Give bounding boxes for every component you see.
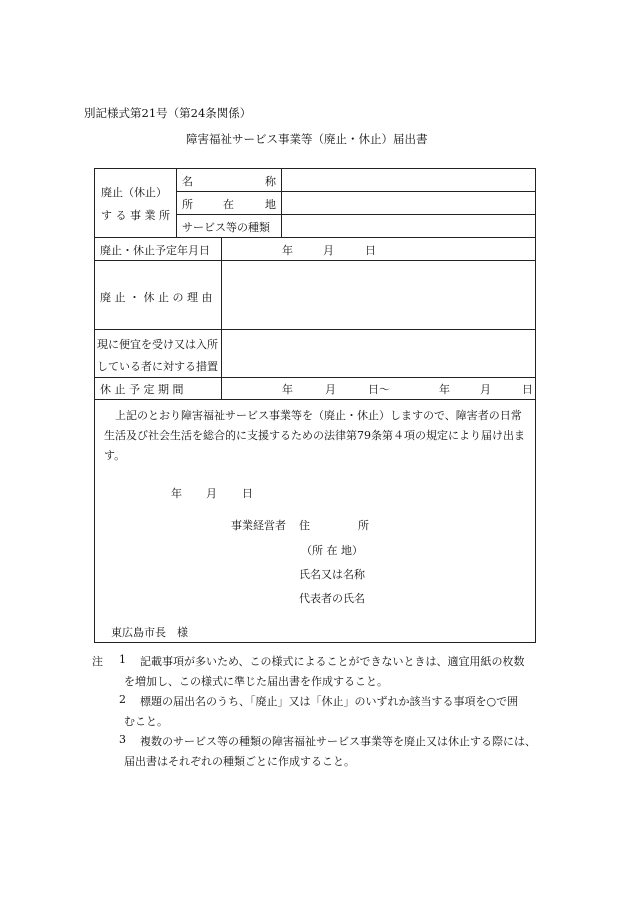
declaration-text: 上記のとおり障害福祉サービス事業等を（廃止・休止）しますので、障害者の日常生活及び社会生活を総合的に支援するための法律第79条第４項の規定により届け出ます。 (104, 409, 525, 462)
row-divider (95, 377, 535, 378)
name-label-left: 名 (182, 175, 193, 188)
address-label-left: 所 (182, 198, 193, 211)
note-2-line2: むこと。 (124, 715, 168, 728)
form-table (94, 168, 536, 643)
period-start-month: 月 (325, 383, 336, 396)
note-3-line2: 届出書はそれぞれの種類ごとに作成すること。 (124, 755, 355, 768)
operator-address-label-right: 所 (358, 519, 369, 532)
row-divider (177, 214, 535, 215)
operator-name-label: 氏名又は名称 (299, 568, 365, 581)
note-1-line2: を増加し、この様式に準じた届出書を作成すること。 (124, 675, 388, 688)
measures-label-line2: している者に対する措置 (97, 360, 218, 373)
planned-date-label: 廃止・休止予定年月日 (100, 244, 210, 257)
service-type-label: サービス等の種類 (182, 221, 270, 234)
note-2-line1: 標題の届出名のうち、「廃止」又は「休止」のいずれか該当する事項を○で囲 (140, 695, 519, 708)
period-start-year: 年 (282, 383, 293, 396)
col-divider (281, 169, 282, 237)
operator-label: 事業経営者 (231, 519, 286, 532)
declaration-date-month: 月 (206, 487, 217, 500)
operator-location-label: （所 在 地） (301, 544, 363, 557)
representative-label: 代表者の氏名 (299, 592, 365, 605)
note-2-number: 2 (119, 693, 126, 706)
planned-date-year: 年 (282, 244, 293, 257)
period-end-year: 年 (439, 383, 450, 396)
note-3-line1: 複数のサービス等の種類の障害福祉サービス事業等を廃止又は休止する際には、 (140, 735, 536, 748)
period-end-day: 日 (522, 383, 533, 396)
office-label-line2: す る 事 業 所 (101, 209, 170, 222)
row-divider (95, 329, 535, 330)
address-label-mid: 在 (223, 198, 234, 211)
col-divider (176, 169, 177, 237)
office-label-line1: 廃止（休止） (101, 186, 167, 199)
name-label-right: 称 (265, 175, 276, 188)
col-divider (221, 237, 222, 399)
declaration-date-year: 年 (171, 487, 182, 500)
addressee: 東広島市長 様 (111, 626, 188, 639)
suspension-period-label: 休 止 予 定 期 間 (100, 383, 184, 396)
operator-address-label-left: 住 (299, 519, 310, 532)
row-divider (95, 260, 535, 261)
row-divider (177, 191, 535, 192)
row-divider (95, 237, 535, 238)
notes-prefix: 注 (92, 655, 103, 668)
period-start-day: 日〜 (368, 383, 390, 396)
planned-date-month: 月 (323, 244, 334, 257)
declaration-date-day: 日 (242, 487, 253, 500)
address-label-right: 地 (265, 198, 276, 211)
period-end-month: 月 (480, 383, 491, 396)
planned-date-day: 日 (365, 244, 376, 257)
note-1-number: 1 (119, 653, 126, 666)
note-1-line1: 記載事項が多いため、この様式によることができないときは、適宜用紙の枚数 (140, 655, 525, 668)
form-number: 別記様式第21号（第24条関係） (84, 106, 252, 120)
reason-label: 廃 止 ・ 休 止 の 理 由 (100, 291, 213, 304)
measures-label-line1: 現に便宜を受け又は入所 (97, 338, 218, 351)
row-divider (95, 399, 535, 400)
document-title: 障害福祉サービス事業等（廃止・休止）届出書 (186, 132, 428, 146)
note-3-number: 3 (119, 733, 126, 746)
